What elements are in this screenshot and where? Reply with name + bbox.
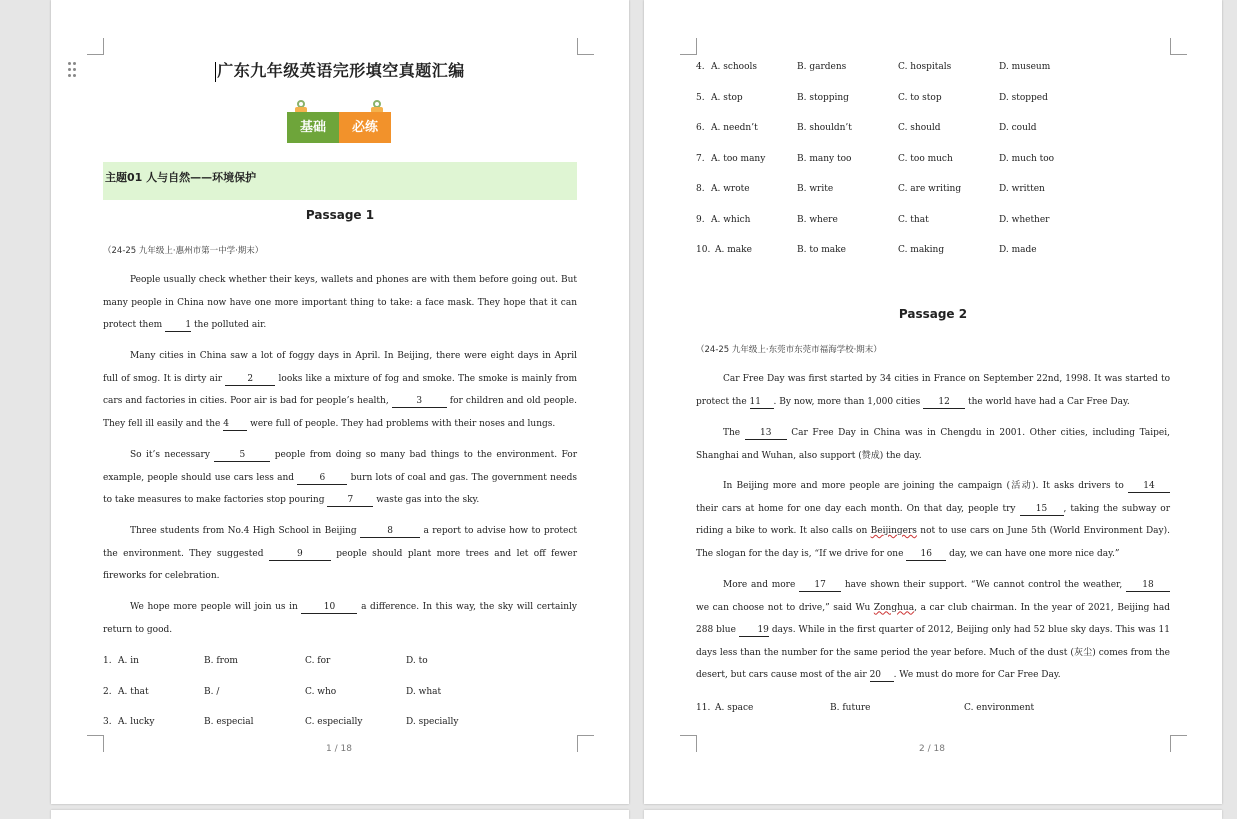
passage-source: （24-25 九年级上·惠州市第一中学·期末） [103, 246, 264, 256]
option-row: 7. A. too many B. many too C. too much D. much too [696, 154, 1055, 164]
option-row: 6. A. needn’t B. shouldn’t C. should D. could [696, 123, 1037, 133]
blank: 17 [799, 580, 841, 592]
option-row: 5. A. stop B. stopping C. to stop D. stopped [696, 93, 1048, 103]
passage-title: Passage 2 [898, 307, 968, 321]
blank: 18 [1126, 580, 1170, 592]
option-row: 2. A. that B. / C. who D. what [103, 687, 442, 697]
passage-paragraph: We hope more people will join us in 10 a difference. In this way, the sky will certainly return to good. [103, 602, 577, 635]
blank: 15 [1020, 504, 1064, 516]
blank: 1 [165, 320, 191, 332]
blank: 9 [269, 549, 331, 561]
option-row: 3. A. lucky B. especial C. especially D. specially [103, 717, 459, 727]
blank: 8 [360, 526, 420, 538]
passage-paragraph: Three students from No.4 High School in Beijing 8 a report to advise how to protect the environment. They suggested 9 people should plant more trees and let off fewer fireworks for celebration. [103, 526, 577, 582]
blank: 10 [301, 602, 357, 614]
passage-paragraph: The 13 Car Free Day in China was in Chengdu in 2001. Other cities, including Taipei, Shanghai and Wuhan, also support (赞成) the day. [696, 428, 1170, 461]
passage-paragraph: In Beijing more and more people are joining the campaign (活动). It asks drivers to 14 their cars at home for one day each month. On that day, people try 15 , taking the subway or riding a bike to work. It also calls on Beijingers not to use cars on June 5th (World Environment Day). The slogan for the day is, “If we drive for one 16 day, we can have one more nice day.” [696, 481, 1170, 559]
crop-mark [680, 735, 697, 752]
crop-mark [1170, 735, 1187, 752]
passage-title: Passage 1 [305, 208, 375, 222]
topic-heading: 主题01 人与自然——环境保护 [103, 162, 577, 200]
document-page-1 [51, 0, 629, 804]
crop-mark [1170, 38, 1187, 55]
passage-paragraph: More and more 17 have shown their support. “We cannot control the weather, 18 we can choose not to drive,” said Wu Zonghua, a car club chairman. In the year of 2021, Beijing had 288 blue 19 days. While in the first quarter of 2012, Beijing only had 52 blue sky days. This was 11 days less than the number for the same period the year before. Much of the dust (灰尘) comes from the desert, but cars cause most of the air 20 . We must do more for Car Free Day. [696, 580, 1170, 681]
next-page-edge [51, 810, 629, 819]
blank: 19 [739, 625, 769, 637]
crop-mark [577, 38, 594, 55]
blank: 2 [225, 374, 275, 386]
passage-paragraph: Car Free Day was first started by 34 cities in France on September 22nd, 1998. It was started to protect the 11 . By now, more than 1,000 cities 12 the world have had a Car Free Day. [696, 374, 1170, 407]
option-row: 4. A. schools B. gardens C. hospitals D. museum [696, 62, 1051, 72]
blank: 14 [1128, 481, 1170, 493]
next-page-edge [644, 810, 1222, 819]
passage-paragraph: So it’s necessary 5 people from doing so many bad things to the environment. For example, people should use cars less and 6 burn lots of coal and gas. The government needs to take measures to make factories stop pouring 7 waste gas into the sky. [103, 450, 577, 506]
option-row: 1. A. in B. from C. for D. to [103, 656, 428, 666]
badge-right: 必练 [339, 112, 391, 143]
option-row: 10. A. make B. to make C. making D. made [696, 245, 1037, 255]
blank: 12 [923, 397, 965, 409]
crop-mark [680, 38, 697, 55]
basic-practice-badge [287, 100, 391, 144]
blank: 5 [214, 450, 270, 462]
option-row: 9. A. which B. where C. that D. whether [696, 215, 1050, 225]
blank: 7 [327, 495, 373, 507]
page-number: 2 / 18 [919, 744, 945, 754]
option-row: 8. A. wrote B. write C. are writing D. written [696, 184, 1045, 194]
document-page-2 [644, 0, 1222, 804]
blank: 11 [750, 397, 774, 409]
page-number: 1 / 18 [326, 744, 352, 754]
crop-mark [87, 735, 104, 752]
blank: 13 [745, 428, 787, 440]
blank: 16 [906, 549, 946, 561]
option-row: 11. A. space B. future C. environment [696, 703, 1035, 713]
crop-mark [577, 735, 594, 752]
blank: 3 [392, 396, 447, 408]
blank: 20 [870, 670, 894, 682]
document-title[interactable]: 广东九年级英语完形填空真题汇编 [217, 61, 465, 80]
crop-mark [87, 38, 104, 55]
blank: 6 [297, 473, 347, 485]
passage-source: （24-25 九年级上·东莞市东莞市福海学校·期末） [696, 345, 882, 355]
passage-paragraph: Many cities in China saw a lot of foggy days in April. In Beijing, there were eight days in April full of smog. It is dirty air 2 looks like a mixture of fog and smoke. The smoke is mainly from cars and factories in cities. Poor air is bad for people’s health, 3 for children and old people. They fell ill easily and the 4 were full of people. They had problems with their noses and lungs. [103, 351, 577, 429]
passage-paragraph: People usually check whether their keys, wallets and phones are with them before going out. But many people in China now have one more important thing to take: a face mask. They hope that it can protect them 1 the polluted air. [103, 275, 577, 331]
badge-left: 基础 [287, 112, 339, 143]
blank: 4 [223, 419, 247, 431]
